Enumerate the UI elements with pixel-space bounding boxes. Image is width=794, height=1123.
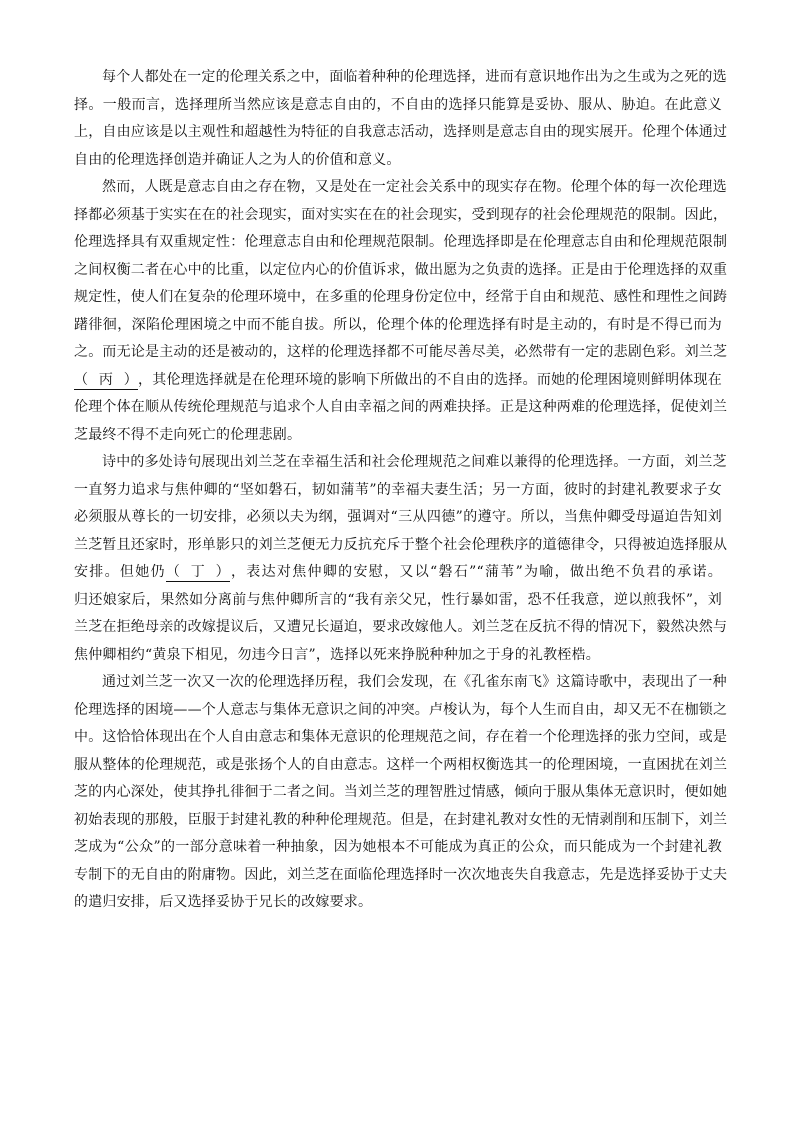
text-line: 焦仲卿相约“黄泉下相见，勿违今日言”，选择以死来挣脱种种加之于身的礼教桎梏。: [74, 646, 600, 663]
text-line: 芝最终不得不走向死亡的伦理悲剧。: [74, 426, 302, 443]
text-line: 兰芝暂且还家时，形单影只的刘兰芝便无力反抗充斥于整个社会伦理秩序的道德律令，只得被迫选择服从: [74, 536, 728, 553]
text-line: 择都必须基于实实在在的社会现实，面对实实在在的社会现实，受到现存的社会伦理规范的限制。因此，: [74, 206, 728, 223]
text-line-with-blank: [74, 559, 722, 587]
text-line: 躇徘徊，深陷伦理困境之中而不能自拔。所以，伦理个体的伦理选择有时是主动的，有时是不得已而为: [74, 316, 722, 333]
text-line: 伦理选择的困境——个人意志与集体无意识之间的冲突。卢梭认为，每个人生而自由，却又无不在枷锁之: [74, 701, 728, 718]
paragraph-2: [74, 174, 728, 449]
text-after-blank: ，表达对焦仲卿的安慰，又以“磐石”“蒲苇”为喻，做出绝不负君的承诺。: [229, 564, 722, 580]
text-line: 兰芝在拒绝母亲的改嫁提议后，又遭兄长逼迫，要求改嫁他人。刘兰芝在反抗不得的情况下，毅然决然与: [74, 619, 728, 635]
text-line: 诗中的多处诗句展现出刘兰芝在幸福生活和社会伦理规范之间难以兼得的伦理选择。一方面，刘兰芝: [102, 454, 727, 470]
text-line: 之间权衡二者在心中的比重，以定位内心的价值诉求，做出愿为之负责的选择。正是由于伦理选择的双重: [74, 261, 728, 278]
text-line: 归还娘家后，果然如分离前与焦仲卿所言的“我有亲父兄，性行暴如雷，恐不任我意，逆以煎我怀”，刘: [74, 591, 722, 608]
fill-blank-c: （丙）: [74, 371, 138, 388]
text-line: 然而，人既是意志自由之存在物，又是处在一定社会关系中的现实存在物。伦理个体的每一次伦理选: [102, 179, 727, 195]
text-line: 伦理个体在顺从传统伦理规范与追求个人自由幸福之间的两难抉择。正是这种两难的伦理选择，促使刘兰: [74, 399, 728, 415]
text-line-with-blank: [74, 367, 722, 395]
text-line: 一直努力追求与焦仲卿的“坚如磐石，韧如蒲苇”的幸福夫妻生活；另一方面，彼时的封建礼教要求子女: [74, 481, 722, 498]
paragraph-4: [74, 669, 728, 917]
text-line: 自由的伦理选择创造并确证人之为人的价值和意义。: [74, 151, 401, 168]
text-line: 初始表现的那般，臣服于封建礼教的种种伦理规范。但是，在封建礼教对女性的无情剥削和压制下，刘兰: [74, 811, 728, 828]
text-line: 上，自由应该是以主观性和超越性为特征的自我意志活动，选择则是意志自由的现实展开。伦理个体通过: [74, 124, 728, 140]
text-line: 服从整体的伦理规范，或是张扬个人的自由意志。这样一个两相权衡选其一的伦理困境，一直困扰在刘兰: [74, 756, 728, 773]
text-line: 的遣归安排，后又选择妥协于兄长的改嫁要求。: [74, 894, 373, 910]
text-line: 每个人都处在一定的伦理关系之中，面临着种种的伦理选择，进而有意识地作出为之生或为之死的选: [102, 69, 727, 85]
text-line: 规定性，使人们在复杂的伦理环境中，在多重的伦理身份定位中，经常于自由和规范、感性和理性之间踌: [74, 289, 728, 305]
document-body: [74, 64, 728, 917]
text-line: 芝的内心深处，使其挣扎徘徊于二者之间。当刘兰芝的理智胜过情感，倾向于服从集体无意识时，便如她: [74, 784, 728, 800]
text-line: 之。而无论是主动的还是被动的，这样的伦理选择都不可能尽善尽美，必然带有一定的悲剧色彩。刘兰芝: [74, 344, 728, 360]
text-line: 芝成为“公众”的一部分意味着一种抽象，因为她根本不可能成为真正的公众，而只能成为一个封建礼教: [74, 839, 722, 855]
text-line: 伦理选择具有双重规定性：伦理意志自由和伦理规范限制。伦理选择即是在伦理意志自由和伦理规范限制: [74, 234, 728, 250]
text-line: 择。一般而言，选择理所当然应该是意志自由的，不自由的选择只能算是妥协、服从、胁迫。在此意义: [74, 96, 722, 113]
text-before-blank: 安排。但她仍: [74, 564, 166, 580]
paragraph-3: [74, 449, 728, 669]
text-after-blank: ，其伦理选择就是在伦理环境的影响下所做出的不自由的选择。而她的伦理困境则鲜明体现在: [138, 371, 722, 388]
fill-blank-d: （丁）: [165, 564, 230, 580]
text-line: 必须服从尊长的一切安排，必须以夫为纲，强调对“三从四德”的遵守。所以，当焦仲卿受母逼迫告知刘: [74, 509, 722, 525]
text-line: 通过刘兰芝一次又一次的伦理选择历程，我们会发现，在《孔雀东南飞》这篇诗歌中，表现出了一种: [102, 674, 727, 690]
text-line: 专制下的无自由的附庸物。因此，刘兰芝在面临伦理选择时一次次地丧失自我意志，先是选择妥协于丈夫: [74, 866, 728, 883]
text-line: 中。这恰恰体现出在个人自由意志和集体无意识的伦理规范之间，存在着一个伦理选择的张力空间，或是: [74, 729, 728, 745]
paragraph-1: [74, 64, 728, 174]
